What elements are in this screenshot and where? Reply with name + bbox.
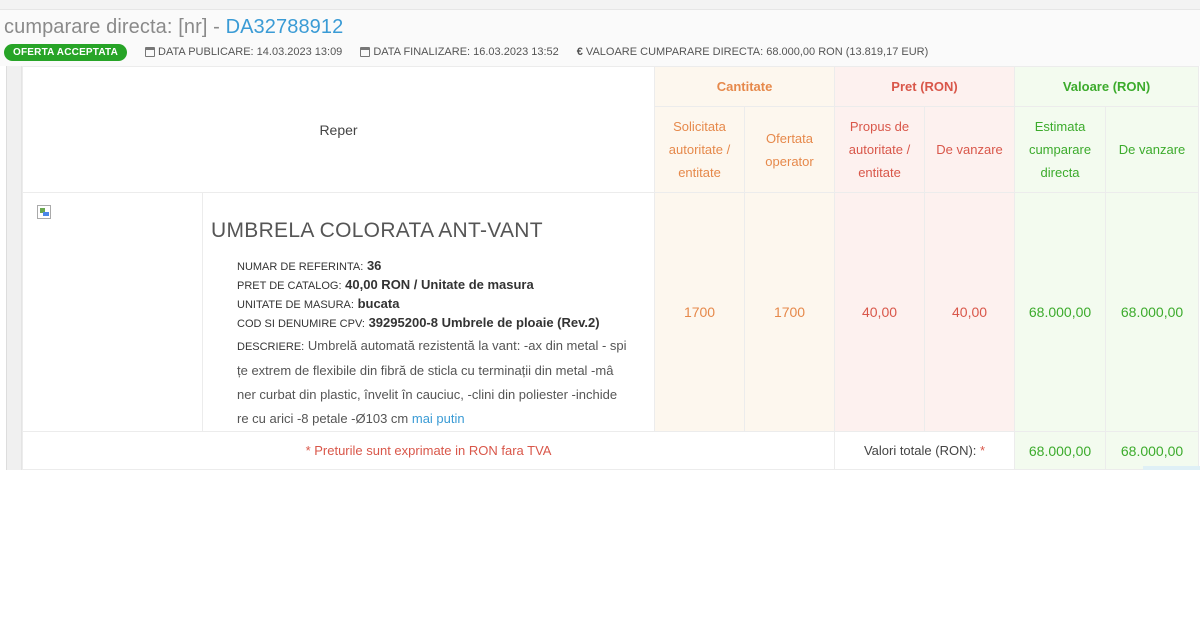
description-line [237,334,646,359]
product-description [211,334,646,431]
meta-row [4,43,946,61]
product-image-cell [23,193,203,432]
qty-ofertata-value: 1700 [745,193,835,432]
description-label: DESCRIERE: [237,341,305,353]
column-header-estimata: Estimata cumparare directa [1015,107,1106,193]
product-details [203,193,655,432]
items-table [22,66,1199,470]
total-vanzare-value: 68.000,00 [1106,432,1199,470]
product-title: UMBRELA COLORATA ANT-VANT [211,219,543,242]
column-header-ofertata: Ofertata operator [745,107,835,193]
cpv-code-value: 39295200-8 Umbrele de ploaie (Rev.2) [368,315,600,330]
left-rail [6,66,22,470]
description-line: țe extrem de flexibile din fibră de sticla cu terminații din metal -mâ [237,363,614,378]
direct-purchase-value-text: VALOARE CUMPARARE DIRECTA: 68.000,00 RON (13.819,17 EUR) [585,46,929,58]
column-header-de-vanzare-valoare: De vanzare [1106,107,1199,193]
column-header-propus: Propus de autoritate / entitate [835,107,925,193]
calendar-icon [360,47,370,57]
vat-note: * Preturile sunt exprimate in RON fara TVA [23,432,835,470]
totals-label-text: Valori totale (RON): [863,443,977,458]
reference-number [211,257,646,276]
cpv-code-label: COD SI DENUMIRE CPV: [237,318,365,330]
totals-star: * [980,443,986,458]
top-bar [0,0,1200,10]
column-header-solicitata: Solicitata autoritate / entitate [655,107,745,193]
finalize-date-text: DATA FINALIZARE: 16.03.2023 13:52 [373,46,559,58]
catalog-price-label: PRET DE CATALOG: [237,280,342,292]
cpv-code [211,314,646,333]
totals-row [23,432,1199,470]
page-title [4,16,343,39]
title-prefix: cumparare directa: [nr] - [4,16,226,38]
status-badge: OFERTA ACCEPTATA [4,44,127,61]
value-estimata-value: 68.000,00 [1015,193,1106,432]
description-text-4: re cu arici -8 petale -Ø103 cm [237,411,409,426]
euro-icon: € [576,46,583,58]
description-text-1: Umbrelă automată rezistentă la vant: -ax din metal - spi [307,338,627,353]
value-vanzare-value: 68.000,00 [1106,193,1199,432]
unit-of-measure-label: UNITATE DE MASURA: [237,299,354,311]
description-line [237,407,646,431]
procurement-id-link[interactable]: DA32788912 [225,16,344,38]
group-header-pret: Pret (RON) [835,67,1015,107]
totals-label [835,432,1015,470]
finalize-date [360,46,558,58]
table-row [23,193,1199,432]
price-vanzare-value: 40,00 [925,193,1015,432]
column-header-de-vanzare-pret: De vanzare [925,107,1015,193]
pagination-strip [1143,466,1200,470]
unit-of-measure [211,295,646,314]
catalog-price [211,276,646,295]
total-estimata-value: 68.000,00 [1015,432,1106,470]
calendar-icon [145,47,155,57]
reference-number-value: 36 [366,258,382,273]
column-header-reper: Reper [23,67,655,193]
procurement-header [0,10,1200,66]
unit-of-measure-value: bucata [357,296,400,311]
description-line: ner curbat din plastic, învelit în cauciuc, -clini din poliester -inchide [237,387,618,402]
catalog-price-value: 40,00 RON / Unitate de masura [345,277,534,292]
publish-date-text: DATA PUBLICARE: 14.03.2023 13:09 [158,46,343,58]
group-header-valoare: Valoare (RON) [1015,67,1199,107]
show-less-link[interactable]: mai putin [411,411,465,426]
reference-number-label: NUMAR DE REFERINTA: [237,261,364,273]
direct-purchase-value [577,46,928,58]
publish-date [145,46,342,58]
broken-image-icon [37,205,51,219]
price-propus-value: 40,00 [835,193,925,432]
group-header-cantitate: Cantitate [655,67,835,107]
qty-solicitata-value: 1700 [655,193,745,432]
